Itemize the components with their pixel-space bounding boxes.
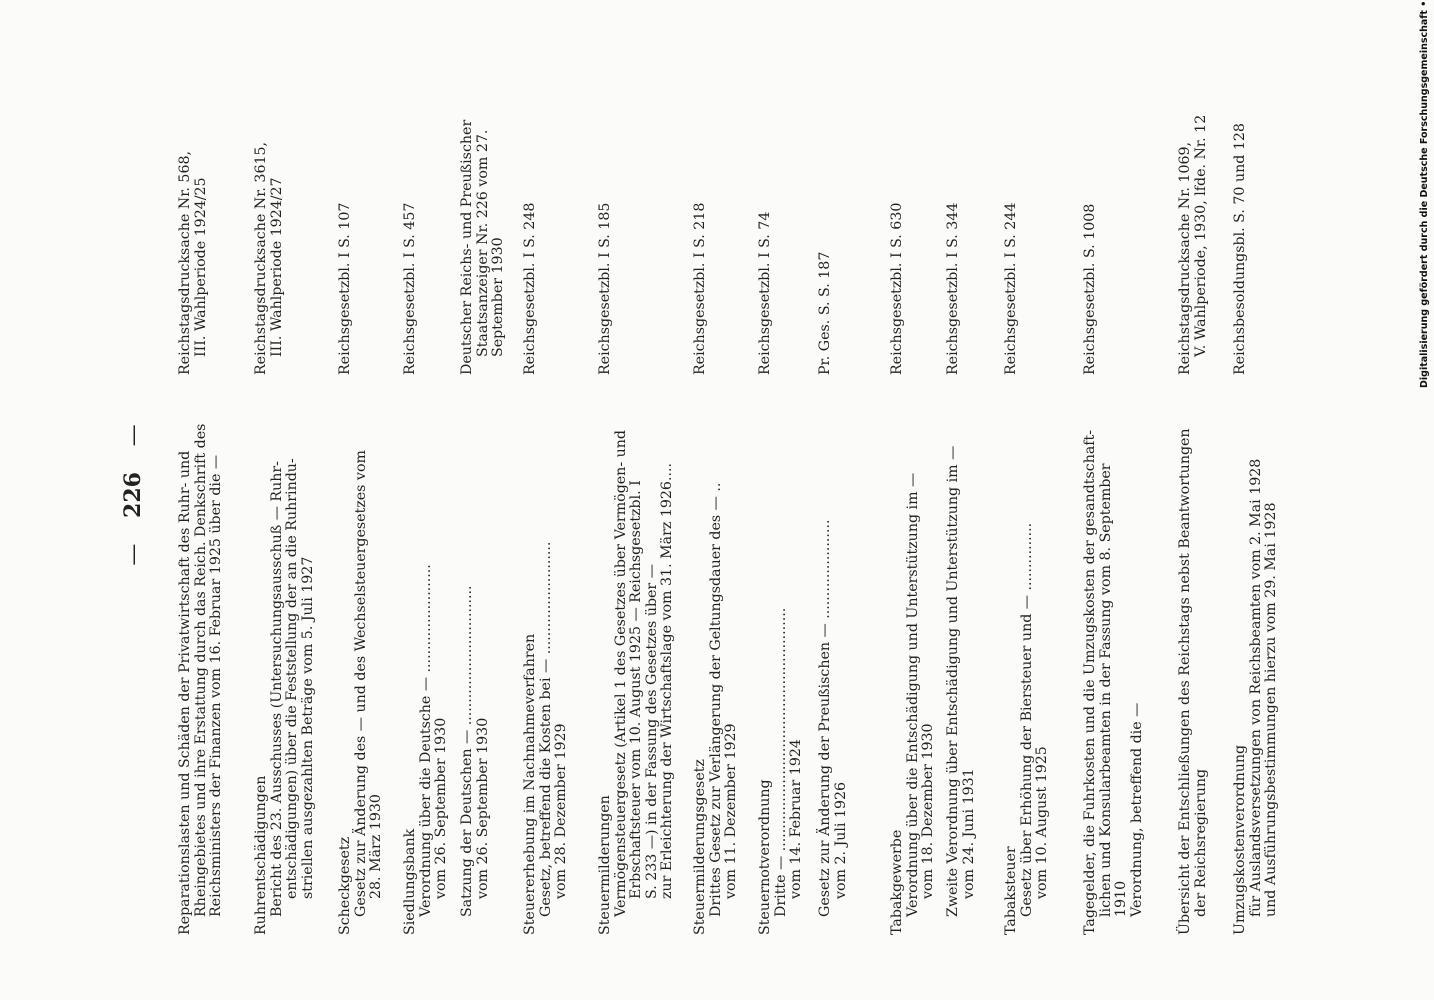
index-entry bbox=[1233, 390, 1280, 935]
reference-line: Reichsgesetzbl. I S. 457 bbox=[402, 202, 418, 375]
reference-line: V. Wahlperiode, 1930, lfde. Nr. 12 bbox=[1192, 114, 1209, 357]
entry-line: Bericht des 23. Ausschusses (Untersuchungsausschuß — Ruhr- bbox=[268, 461, 285, 917]
index-entry bbox=[403, 390, 450, 935]
reference-line: Reichstagsdrucksache Nr. 3615, bbox=[253, 141, 269, 375]
header-dash-left: — bbox=[121, 543, 146, 566]
entry-reference bbox=[338, 55, 354, 375]
index-entry bbox=[1083, 390, 1145, 935]
reference-line: III. Wahlperiode 1924/27 bbox=[268, 177, 285, 357]
entry-line: vom 26. September 1930 bbox=[433, 717, 449, 899]
entry-line: zur Erleichterung der Wirtschaftslage vom 31. März 1926.... bbox=[659, 463, 675, 899]
header-dash-right: — bbox=[121, 424, 146, 447]
dfg-side-note bbox=[1418, 0, 1432, 388]
reference-line: Reichsgesetzbl. I S. 344 bbox=[945, 202, 961, 375]
entry-line: Rheingebietes und ihre Erstattung durch das Reich. Denkschrift des bbox=[192, 423, 209, 917]
reference-line: III. Wahlperiode 1924/25 bbox=[192, 177, 209, 357]
entry-heading: Reparationslasten und Schäden der Privatwirtschaft des Ruhr- und bbox=[177, 450, 193, 935]
entry-heading: Tabakgewerbe bbox=[889, 829, 905, 935]
entry-heading: Ruhrentschädigungen bbox=[253, 775, 269, 935]
index-entry bbox=[946, 390, 977, 935]
index-entry bbox=[460, 390, 491, 935]
entry-line: vom 26. September 1930 bbox=[474, 717, 491, 899]
entry-line: Verordnung über die Deutsche — ........................ bbox=[417, 564, 434, 917]
entry-line: Drittes Gesetz zur Verlängerung der Geltungsdauer des — .. bbox=[707, 482, 724, 917]
entry-line: vom 18. Dezember 1930 bbox=[920, 723, 936, 899]
entry-line: Erbschaftsteuer vom 10. August 1925 — Reichsgesetzbl. I bbox=[628, 480, 644, 899]
index-entry bbox=[598, 390, 676, 935]
entry-reference bbox=[1233, 55, 1249, 375]
entry-heading: Tabaksteuer bbox=[1003, 846, 1019, 935]
entry-heading: Steuererhebung im Nachnahmeverfahren bbox=[522, 633, 538, 935]
entry-reference bbox=[890, 55, 906, 375]
entry-reference bbox=[758, 55, 774, 375]
reference-line: Pr. Ges. S. S. 187 bbox=[817, 251, 833, 375]
reference-line: Reichstagsdrucksache Nr. 568, bbox=[177, 150, 193, 375]
index-entry bbox=[338, 390, 385, 935]
entry-line: Gesetz zur Änderung der Preußischen — ...................... bbox=[817, 519, 833, 917]
index-entry bbox=[523, 390, 570, 935]
entry-reference bbox=[403, 55, 419, 375]
entry-line: Verordnung, betreffend die — bbox=[1128, 702, 1145, 917]
entry-reference bbox=[254, 55, 285, 375]
reference-line: September 1930 bbox=[490, 237, 506, 357]
entry-heading: Scheckgesetz bbox=[337, 836, 353, 935]
reference-line: Reichstagsdrucksache Nr. 1069, bbox=[1177, 141, 1193, 375]
reference-line: Reichsbesoldungsbl. S. 70 und 128 bbox=[1232, 123, 1248, 375]
entry-line: Verordnung über die Entschädigung und Unterstützung im — bbox=[904, 472, 921, 917]
entry-line: 1910 bbox=[1113, 880, 1129, 917]
entry-line: vom 24. Juni 1931 bbox=[960, 768, 977, 899]
entry-line: 28. März 1930 bbox=[368, 794, 384, 899]
entry-line: Gesetz, betreffend die Kosten bei — ......................... bbox=[537, 541, 554, 917]
index-entry bbox=[890, 390, 937, 935]
page-number: 226 bbox=[120, 472, 146, 518]
reference-line: Reichsgesetzbl. I S. 74 bbox=[757, 211, 773, 375]
entry-reference bbox=[1004, 55, 1020, 375]
rotated-page bbox=[120, 55, 1310, 935]
entry-line: Vermögensteuergesetz (Artikel 1 des Gesetzes über Vermögen- und bbox=[612, 430, 629, 917]
entry-line: Dritte — ...................................................... bbox=[772, 607, 789, 917]
entry-heading: Steuermilderungen bbox=[597, 795, 613, 935]
entry-reference bbox=[178, 55, 209, 375]
reference-line: Reichsgesetzbl. I S. 248 bbox=[522, 202, 538, 375]
reference-line: Reichsgesetzbl. I S. 630 bbox=[889, 202, 905, 375]
index-entry bbox=[758, 390, 805, 935]
entry-heading: Steuermilderungsgesetz bbox=[692, 759, 708, 935]
page-header bbox=[120, 55, 160, 935]
entry-reference bbox=[598, 55, 614, 375]
entry-line: Zweite Verordnung über Entschädigung und Unterstützung im — bbox=[945, 445, 961, 917]
entry-line: lichen und Konsularbeamten in der Fassung vom 8. September bbox=[1097, 463, 1114, 917]
entry-line: vom 14. Februar 1924 bbox=[788, 739, 804, 899]
entry-line: entschädigungen) über die Feststellung der an die Ruhrindu- bbox=[284, 458, 300, 899]
entry-line: Satzung der Deutschen — ............................... bbox=[459, 585, 475, 917]
index-entry bbox=[254, 390, 316, 935]
entry-line: für Auslandsversetzungen von Reichsbeamten vom 2. Mai 1928 bbox=[1247, 458, 1264, 917]
reference-line: Staatsanzeiger Nr. 226 vom 27. bbox=[474, 129, 491, 357]
entry-heading: Steuernotverordnung bbox=[757, 779, 773, 935]
entry-reference bbox=[1178, 55, 1209, 375]
reference-line: Reichsgesetzbl. I S. 185 bbox=[597, 202, 613, 375]
entry-line: und Ausführungsbestimmungen hierzu vom 29. Mai 1928 bbox=[1263, 502, 1279, 917]
dfg-note-text: Digitalisierung gefördert durch die Deutsche Forschungsgemeinschaft • bbox=[1419, 0, 1430, 388]
entry-reference bbox=[523, 55, 539, 375]
index-entry bbox=[818, 390, 849, 935]
reference-line: Reichsgesetzbl. S. 1008 bbox=[1082, 203, 1098, 375]
entry-line: Reichsministers der Finanzen vom 16. Februar 1925 über die — bbox=[208, 454, 224, 917]
entry-line: vom 28. Dezember 1929 bbox=[553, 723, 569, 899]
entry-line: Gesetz zur Änderung des — und des Wechselsteuergesetzes vom bbox=[352, 450, 369, 917]
entry-reference bbox=[693, 55, 709, 375]
index-entry bbox=[178, 390, 225, 935]
entry-heading: Tagegelder, die Fuhrkosten und die Umzugskosten der gesandtschaft- bbox=[1082, 429, 1098, 935]
reference-line: Reichsgesetzbl. I S. 218 bbox=[692, 202, 708, 375]
index-entry bbox=[1004, 390, 1051, 935]
entry-line: striellen ausgezahlten Beträge vom 5. Juli 1927 bbox=[299, 556, 316, 899]
entry-line: vom 11. Dezember 1929 bbox=[723, 723, 739, 899]
index-entry bbox=[693, 390, 740, 935]
reference-line: Reichsgesetzbl. I S. 107 bbox=[337, 202, 353, 375]
entry-heading: Übersicht der Entschließungen des Reichstags nebst Beantwortungen bbox=[1177, 428, 1193, 935]
index-entry bbox=[1178, 390, 1209, 935]
reference-line: Deutscher Reichs- und Preußischer bbox=[459, 119, 475, 375]
entry-reference bbox=[460, 55, 507, 375]
entry-heading: Umzugskostenverordnung bbox=[1232, 744, 1248, 935]
entry-line: Gesetz über Erhöhung der Biersteuer und — ............... bbox=[1018, 522, 1035, 917]
entry-line: S. 233 —) in der Fassung des Gesetzes über — bbox=[643, 564, 660, 899]
entry-line: vom 10. August 1925 bbox=[1034, 746, 1050, 899]
entry-reference bbox=[946, 55, 962, 375]
entry-reference bbox=[818, 55, 834, 375]
entry-heading: Siedlungsbank bbox=[402, 828, 418, 935]
entry-reference bbox=[1083, 55, 1099, 375]
entry-line: vom 2. Juli 1926 bbox=[832, 781, 849, 899]
reference-line: Reichsgesetzbl. I S. 244 bbox=[1003, 202, 1019, 375]
entry-line: der Reichsregierung bbox=[1192, 768, 1209, 917]
